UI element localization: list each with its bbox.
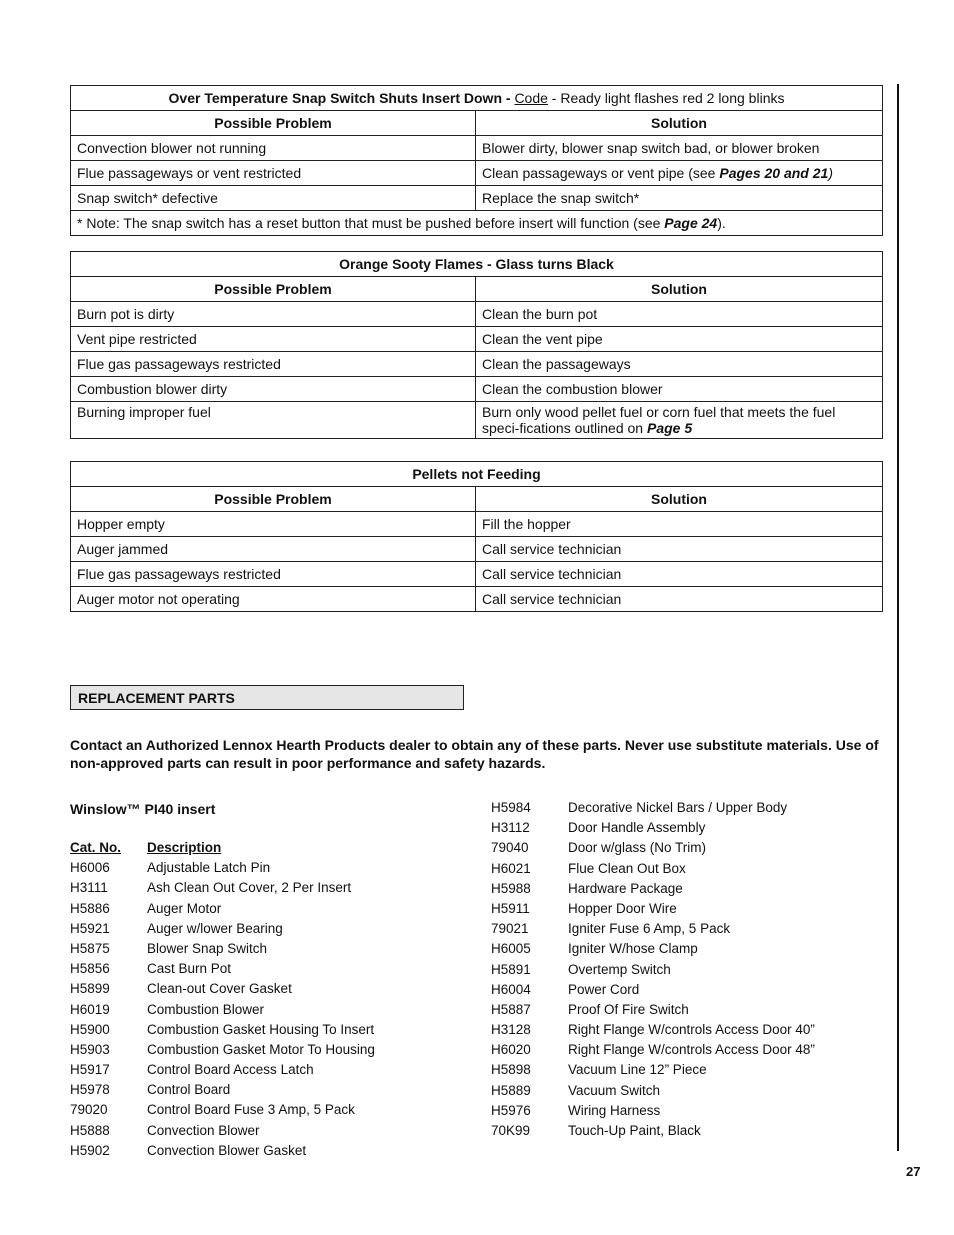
part-description: Hardware Package: [568, 880, 683, 896]
part-description: Door w/glass (No Trim): [568, 840, 707, 856]
table-note: * Note: The snap switch has a reset button that must be pushed before insert will function (see Page 24).: [71, 211, 883, 236]
table-row: Auger jammed Call service technician: [71, 537, 883, 562]
part-description: Overtemp Switch: [568, 961, 671, 977]
table-row: Combustion blower dirty Clean the combustion blower: [71, 377, 883, 402]
part-description: Right Flange W/controls Access Door 48”: [568, 1042, 815, 1058]
part-cat-no: H6020: [491, 1042, 531, 1058]
part-description: Decorative Nickel Bars / Upper Body: [568, 800, 788, 815]
table-row: Burning improper fuel Burn only wood pellet fuel or corn fuel that meets the fuel speci-fications outlined on Page 5: [71, 402, 883, 439]
part-cat-no: H6006: [70, 860, 110, 876]
part-description: Combustion Gasket Motor To Housing: [147, 1041, 375, 1057]
part-cat-no: 79020: [70, 1102, 108, 1118]
part-description: Combustion Blower: [147, 1001, 265, 1017]
table-row: Convection blower not running Blower dirty, blower snap switch bad, or blower broken: [71, 136, 883, 161]
intro-paragraph: Contact an Authorized Lennox Hearth Products dealer to obtain any of these parts. Never use substitute materials. Use of non-approved parts can result in poor performance and safety hazards.: [70, 737, 879, 771]
table-row: Auger motor not operating Call service technician: [71, 587, 883, 612]
part-cat-no: H5900: [70, 1021, 110, 1037]
part-cat-no: 79021: [491, 921, 529, 937]
table-row: Flue gas passageways restricted Call service technician: [71, 562, 883, 587]
part-cat-no: H5875: [70, 940, 110, 956]
part-cat-no: H5898: [491, 1062, 531, 1078]
part-description: Blower Snap Switch: [147, 940, 268, 956]
col-header-solution: Solution: [476, 277, 883, 302]
part-cat-no: H5891: [491, 961, 531, 977]
part-cat-no: H5984: [491, 800, 531, 815]
part-cat-no: H5978: [70, 1082, 110, 1098]
part-cat-no: H5903: [70, 1041, 110, 1057]
part-cat-no: H5856: [70, 961, 110, 977]
sooty-flames-table: [70, 251, 883, 439]
part-cat-no: H3128: [491, 1022, 531, 1038]
col-header-problem: Possible Problem: [71, 111, 476, 136]
overtemp-table: [70, 85, 883, 236]
col-header-solution: Solution: [476, 111, 883, 136]
col-header-solution: Solution: [476, 487, 883, 512]
table-title: Orange Sooty Flames - Glass turns Black: [71, 252, 883, 277]
table-row: Snap switch* defective Replace the snap switch*: [71, 186, 883, 211]
col-header-problem: Possible Problem: [71, 487, 476, 512]
part-description: Vacuum Switch: [568, 1082, 661, 1098]
part-cat-no: H5887: [491, 1001, 531, 1017]
part-cat-no: 79040: [491, 840, 529, 856]
description-header: Description: [147, 840, 222, 855]
page-number: 27: [906, 1164, 921, 1179]
part-cat-no: H3112: [491, 820, 530, 836]
part-cat-no: H3111: [70, 880, 108, 896]
part-description: Proof Of Fire Switch: [568, 1001, 689, 1017]
part-cat-no: H5889: [491, 1082, 531, 1098]
part-description: Flue Clean Out Box: [568, 860, 686, 876]
part-description: Right Flange W/controls Access Door 40”: [568, 1022, 815, 1038]
part-description: Convection Blower: [147, 1122, 260, 1138]
section-heading-replacement-parts: REPLACEMENT PARTS: [70, 685, 464, 710]
part-cat-no: H6004: [491, 981, 531, 997]
part-cat-no: H5911: [491, 900, 530, 916]
part-description: Control Board Access Latch: [147, 1062, 314, 1078]
cat-no-header: Cat. No.: [70, 840, 122, 855]
part-cat-no: H6019: [70, 1001, 110, 1017]
pellets-not-feeding-table: [70, 461, 883, 612]
part-description: Door Handle Assembly: [568, 820, 706, 836]
product-name: Winslow™ PI40 insert: [70, 801, 216, 817]
part-description: Convection Blower Gasket: [147, 1142, 307, 1158]
table-title: Pellets not Feeding: [71, 462, 883, 487]
part-cat-no: H6005: [491, 941, 531, 957]
table-row: Vent pipe restricted Clean the vent pipe: [71, 327, 883, 352]
part-description: Cast Burn Pot: [147, 961, 232, 977]
col-header-problem: Possible Problem: [71, 277, 476, 302]
part-description: Auger w/lower Bearing: [147, 920, 283, 936]
table-row: Flue passageways or vent restricted Clean passageways or vent pipe (see Pages 20 and 21): [71, 161, 883, 186]
table-row: Hopper empty Fill the hopper: [71, 512, 883, 537]
part-description: Adjustable Latch Pin: [147, 860, 271, 876]
table-row: Burn pot is dirty Clean the burn pot: [71, 302, 883, 327]
part-cat-no: H5886: [70, 900, 110, 916]
part-description: Power Cord: [568, 981, 640, 997]
part-cat-no: H5917: [70, 1062, 110, 1078]
part-description: Wiring Harness: [568, 1102, 661, 1118]
part-description: Vacuum Line 12” Piece: [568, 1062, 707, 1078]
part-cat-no: H5902: [70, 1142, 110, 1158]
part-cat-no: H5988: [491, 880, 531, 896]
part-description: Auger Motor: [147, 900, 222, 916]
part-description: Igniter Fuse 6 Amp, 5 Pack: [568, 921, 731, 937]
part-description: Ash Clean Out Cover, 2 Per Insert: [147, 880, 352, 896]
part-cat-no: H5899: [70, 981, 110, 997]
part-description: Clean-out Cover Gasket: [147, 981, 292, 997]
part-description: Igniter W/hose Clamp: [568, 941, 698, 957]
table-title: Over Temperature Snap Switch Shuts Insert Down - Code - Ready light flashes red 2 long blinks: [71, 86, 883, 111]
part-description: Control Board: [147, 1082, 231, 1098]
table-row: Flue gas passageways restricted Clean the passageways: [71, 352, 883, 377]
part-description: Combustion Gasket Housing To Insert: [147, 1021, 375, 1037]
part-cat-no: 70K99: [491, 1123, 531, 1138]
part-cat-no: H6021: [491, 860, 531, 876]
part-cat-no: H5888: [70, 1122, 110, 1138]
page-margin-rule: [897, 84, 899, 1151]
part-description: Control Board Fuse 3 Amp, 5 Pack: [147, 1102, 355, 1118]
part-description: Touch-Up Paint, Black: [568, 1123, 701, 1138]
part-description: Hopper Door Wire: [568, 900, 677, 916]
part-cat-no: H5976: [491, 1102, 531, 1118]
part-cat-no: H5921: [70, 920, 110, 936]
